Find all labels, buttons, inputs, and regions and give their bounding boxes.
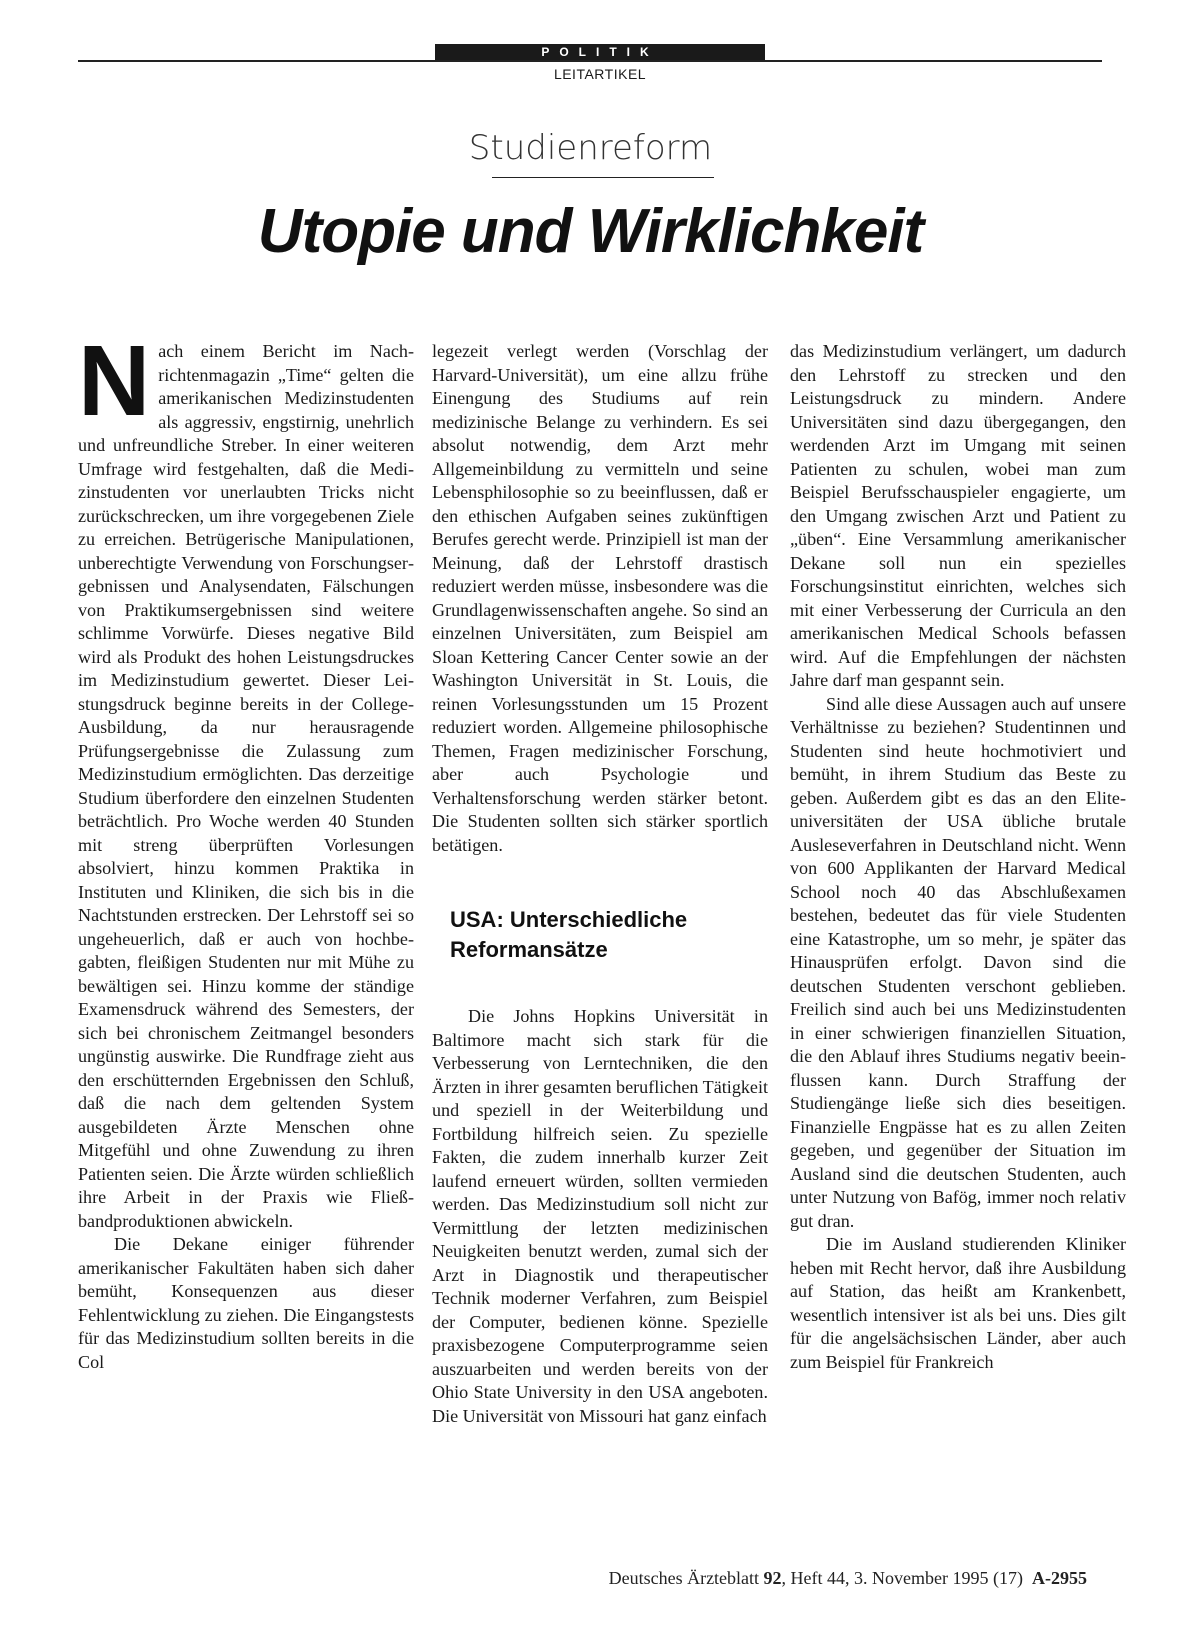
article-column-3 — [790, 340, 1126, 1374]
section-label: POLITIK — [435, 44, 765, 60]
header-rule — [78, 60, 1102, 62]
section-subheading: USA: Unterschiedliche Reformansätze — [450, 907, 688, 962]
article-title: Utopie und Wirklichkeit — [257, 197, 924, 266]
issue-date: , Heft 44, 3. November 1995 (17) — [781, 1568, 1023, 1588]
article-kicker: Studienreform — [468, 128, 713, 168]
journal-volume: 92 — [763, 1568, 782, 1588]
article-column-2 — [432, 340, 768, 1428]
subsection-label: LEITARTIKEL — [553, 66, 647, 82]
paragraph: Die Dekane einiger führender amerikanischer Fakultäten haben sich daher bemüht, Konsequenzen aus dieser Fehlentwicklung zu ziehen. Die Eingangstests für das Medizinstudium sollten bereits in die Col — [78, 1234, 414, 1372]
page-number: A-2955 — [1032, 1568, 1087, 1588]
page-footer — [609, 1568, 1087, 1589]
paragraph: das Medizinstudium verlängert, um dadurch den Lehrstoff zu strecken und den Leistungsdruck zu mindern. Andere Universitäten sind dazu übergegangen, den werdenden Arzt im Umgang mit seinen Patienten zu schulen, wobei man zum Beispiel Berufsschauspieler engagierte, um den Umgang zwischen Arzt und Patient zu „üben“. Eine Versammlung amerikanischer Dekane soll nun ein spezielles Forschungsinstitut einrichten, welches sich mit einer Verbesserung der Curricula an den amerikanischen Medical Schools befassen wird. Auf die Empfehlungen der nächsten Jahre darf man gespannt sein. — [790, 341, 1126, 690]
journal-name: Deutsches Ärzteblatt — [608, 1568, 760, 1588]
kicker-underline — [492, 177, 714, 178]
paragraph: Sind alle diese Aussagen auch auf unsere Verhältnisse zu beziehen? Studentinnen und Studenten sind heute hochmotiviert und bemüht, in ihrem Studium das Beste zu geben. Außerdem gibt es das an den Eliteuniversitäten der USA übliche brutale Ausleseverfahren in Deutschland nicht. Wenn von 600 Applikanten der Harvard Medical School noch 40 das Abschlußexamen bestehen, bedeutet das für viele Studenten eine Katastrophe, um so mehr, je später das Hinausprüfen erfolgt. Davon sind die deutschen Studenten verschont geblieben. Freilich sind auch bei uns Medizinstudenten in einer schwierigen finanziellen Situation, die den Ablauf ihres Studiums negativ beeinflussen kann. Durch Straffung der Studiengänge ließe sich dies beseitigen. Finanzielle Engpässe hat es zu allen Zeiten gegeben, und gegenüber der Situation im Ausland sind die deutschen Studenten, auch unter Nutzung von Bafög, immer noch relativ gut dran. — [790, 693, 1126, 1231]
drop-cap: N — [78, 325, 151, 437]
paragraph-text: ach einem Bericht im Nachrichtenmagazin „Time“ gelten die amerikanischen Medizinstudenten als aggressiv, engstirnig, unehrlich und unfreundliche Streber. In einer weiteren Umfrage wird festgehalten, daß die Medizinstudenten vor unerlaubten Tricks nicht zurückschrecken, um ihre vorgegebenen Ziele zu erreichen. Betrügerische Manipulationen, unberechtigte Verwendung von Forschungsergebnissen und Analysendaten, Fälschungen von Praktikumsergebnissen sind weitere schlimme Vorwürfe. Dieses negative Bild wird als Produkt des hohen Leistungsdruckes im Medizinstudium gewertet. Dieser Leistungsdruck beginne bereits in der College-Ausbildung, da nur herausragende Prüfungsergebnisse die Zulassung zum Medizinstudium ermöglichten. Das derzeitige Studium überfordere den einzelnen Studenten beträchtlich. Pro Woche werden 40 Stunden mit streng überprüften Vorlesungen absolviert, hinzu kommen Praktika in Instituten und Kliniken, die sich bis in die Nachtstunden erstrecken. Der Lehrstoff sei so ungeheuerlich, daß er auch von hochbegabten, fleißigen Studenten nur mit Mühe zu bewältigen sei. Hinzu komme der ständige Examensdruck während des Semesters, der sich bei chronischem Zeitmangel besonders ungünstig auswirke. Die Rundfrage zieht aus den erschütternden Ergebnissen den Schluß, daß die nach dem geltenden System ausgebildeten Ärzte Menschen ohne Mitgefühl und ohne Zuwendung zu ihren Patienten seien. Die Ärzte würden schließlich ihre Arbeit in der Praxis wie Fließbandproduktionen abwickeln. — [78, 341, 414, 1231]
paragraph: Die Johns Hopkins Universität in Baltimore macht sich stark für die Verbesserung von Lerntechniken, die den Ärzten in ihrer gesamten beruflichen Tätigkeit und speziell in der Weiterbildung und Fortbildung hilfreich seien. Zu spezielle Fakten, die zudem innerhalb kurzer Zeit laufend erneuert würden, sollten vermieden werden. Das Medizinstudium soll nicht zur Vermittlung der letzten medizinischen Neuigkeiten benutzt werden, zumal sich der Arzt in Diagnostik und therapeutischer Technik moderner Verfahren, zum Beispiel der Computer, bedienen könne. Spezielle praxisbezogene Computerprogramme seien auszuarbeiten und werden bereits von der Ohio State University in den USA angeboten. Die Universität von Missouri hat ganz einfach — [432, 1006, 768, 1426]
paragraph: legezeit verlegt werden (Vorschlag der Harvard-Universität), um eine allzu frühe Einengung des Studiums auf rein medizinische Belange zu verhindern. Es sei absolut notwendig, dem Arzt mehr Allgemeinbildung zu vermitteln und seine Lebensphilosophie so zu beeinflussen, daß er den ethischen Aufgaben seines zukünftigen Berufes gerecht werde. Prinzipiell ist man der Meinung, daß der Lehrstoff drastisch reduziert werden müsse, insbesondere was die Grundlagenwissenschaften angehe. So sind an einzelnen Universitäten, zum Beispiel am Sloan Kettering Cancer Center sowie an der Washington Universität in St. Louis, die reinen Vorlesungsstunden um 15 Prozent reduziert worden. Allgemeine philosophische Themen, Fragen medizinischer Forschung, aber auch Psychologie und Verhaltensforschung werden stärker betont. Die Studenten sollten sich stärker sportlich betätigen. — [432, 341, 768, 855]
article-column-1 — [78, 325, 414, 1374]
paragraph: Die im Ausland studierenden Kliniker heben mit Recht hervor, daß ihre Ausbildung auf Station, das heißt am Krankenbett, wesentlich intensiver ist als bei uns. Dies gilt für die angelsächsischen Länder, aber auch zum Beispiel für Frankreich — [790, 1234, 1126, 1372]
paragraph — [78, 325, 414, 1233]
